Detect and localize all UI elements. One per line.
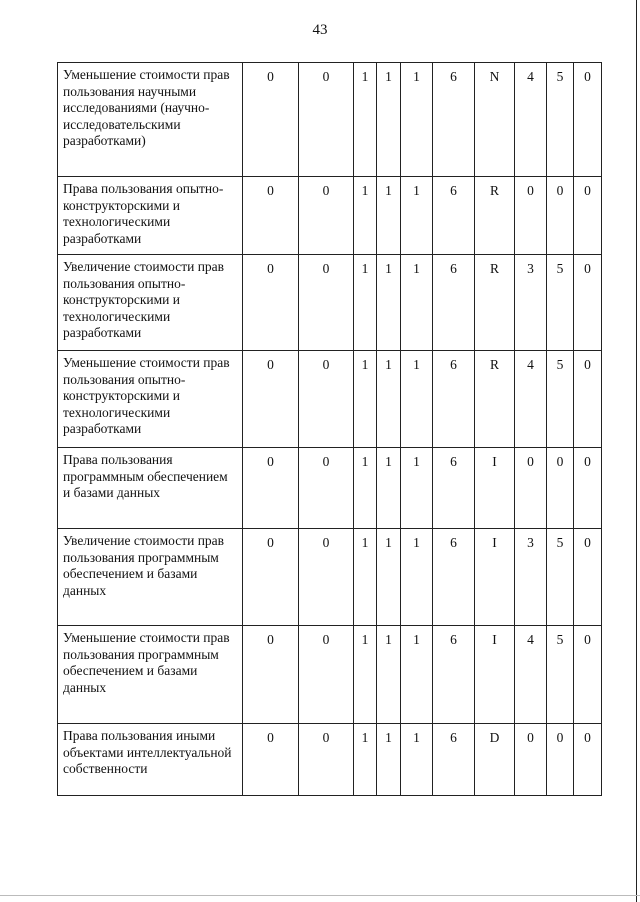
code-digit-cell: R (475, 255, 515, 351)
code-digit-cell: 0 (299, 63, 354, 177)
code-digit-cell: 1 (401, 177, 433, 255)
row-name-cell: Уменьшение стоимости прав пользования научными исследованиями (научно-исследовательскими разработками) (58, 63, 243, 177)
code-digit-cell: 4 (515, 63, 547, 177)
page-number: 43 (312, 22, 328, 38)
table-row (58, 724, 602, 796)
table-row (58, 177, 602, 255)
code-digit-cell: 6 (433, 351, 475, 448)
code-digit-cell: 6 (433, 177, 475, 255)
code-digit-cell: 6 (433, 63, 475, 177)
table-row (58, 63, 602, 177)
code-digit-cell: 0 (574, 529, 602, 626)
row-name-cell: Права пользования иными объектами интеллектуальной собственности (58, 724, 243, 796)
code-digit-cell: 1 (354, 351, 377, 448)
code-digit-cell: 0 (574, 63, 602, 177)
code-digit-cell: 5 (547, 63, 574, 177)
code-digit-cell: 6 (433, 724, 475, 796)
code-digit-cell: 1 (354, 177, 377, 255)
code-digit-cell: I (475, 448, 515, 529)
table-row (58, 529, 602, 626)
code-digit-cell: 6 (433, 626, 475, 724)
code-digit-cell: 1 (377, 529, 401, 626)
code-digit-cell: 0 (574, 626, 602, 724)
code-digit-cell: 3 (515, 255, 547, 351)
code-digit-cell: D (475, 724, 515, 796)
row-name-cell: Права пользования программным обеспечением и базами данных (58, 448, 243, 529)
code-digit-cell: 0 (243, 63, 299, 177)
row-name-cell: Права пользования опытно-конструкторскими и технологическими разработками (58, 177, 243, 255)
code-digit-cell: R (475, 351, 515, 448)
code-digit-cell: 0 (574, 255, 602, 351)
code-digit-cell: 1 (354, 63, 377, 177)
code-digit-cell: 1 (377, 626, 401, 724)
code-digit-cell: 0 (547, 724, 574, 796)
row-name-cell: Увеличение стоимости прав пользования программным обеспечением и базами данных (58, 529, 243, 626)
code-digit-cell: 0 (243, 448, 299, 529)
code-digit-cell: 0 (243, 177, 299, 255)
code-digit-cell: 0 (299, 626, 354, 724)
code-digit-cell: 0 (243, 351, 299, 448)
code-digit-cell: 1 (354, 626, 377, 724)
code-digit-cell: 0 (299, 351, 354, 448)
page-edge-line (636, 0, 637, 902)
code-digit-cell: I (475, 529, 515, 626)
code-digit-cell: 0 (515, 724, 547, 796)
code-digit-cell: 1 (354, 448, 377, 529)
scan-bottom-line (0, 895, 640, 896)
code-digit-cell: 0 (574, 448, 602, 529)
code-digit-cell: 0 (243, 255, 299, 351)
code-digit-cell: 0 (243, 724, 299, 796)
code-digit-cell: 0 (574, 177, 602, 255)
code-digit-cell: 1 (377, 351, 401, 448)
code-digit-cell: 1 (354, 255, 377, 351)
code-digit-cell: 1 (377, 724, 401, 796)
code-digit-cell: 0 (243, 529, 299, 626)
code-digit-cell: 0 (547, 177, 574, 255)
code-digit-cell: 1 (377, 177, 401, 255)
code-digit-cell: 1 (377, 448, 401, 529)
code-digit-cell: 5 (547, 255, 574, 351)
code-digit-cell: 1 (377, 63, 401, 177)
code-digit-cell: 5 (547, 529, 574, 626)
code-digit-cell: 6 (433, 255, 475, 351)
code-digit-cell: 1 (401, 626, 433, 724)
code-digit-cell: 1 (401, 448, 433, 529)
code-digit-cell: 1 (354, 724, 377, 796)
code-digit-cell: 0 (515, 448, 547, 529)
code-digit-cell: 0 (574, 351, 602, 448)
code-digit-cell: 0 (574, 724, 602, 796)
row-name-cell: Увеличение стоимости прав пользования опытно-конструкторскими и технологическими разработками (58, 255, 243, 351)
code-digit-cell: 1 (401, 529, 433, 626)
code-digit-cell: 0 (515, 177, 547, 255)
code-digit-cell: 0 (299, 724, 354, 796)
code-digit-cell: R (475, 177, 515, 255)
table-row (58, 448, 602, 529)
table-row (58, 351, 602, 448)
code-digit-cell: 1 (354, 529, 377, 626)
code-digit-cell: 0 (299, 177, 354, 255)
row-name-cell: Уменьшение стоимости прав пользования опытно-конструкторскими и технологическими разработками (58, 351, 243, 448)
code-digit-cell: I (475, 626, 515, 724)
code-digit-cell: 4 (515, 626, 547, 724)
code-digit-cell: 6 (433, 529, 475, 626)
code-digit-cell: 1 (401, 255, 433, 351)
code-digit-cell: 0 (547, 448, 574, 529)
code-digit-cell: 5 (547, 626, 574, 724)
classification-codes-table (57, 62, 602, 796)
code-digit-cell: 1 (401, 724, 433, 796)
table-row (58, 626, 602, 724)
code-digit-cell: 0 (243, 626, 299, 724)
code-digit-cell: 1 (401, 63, 433, 177)
code-digit-cell: 5 (547, 351, 574, 448)
code-digit-cell: 4 (515, 351, 547, 448)
code-digit-cell: 6 (433, 448, 475, 529)
table-body (58, 63, 602, 796)
table-row (58, 255, 602, 351)
code-digit-cell: 1 (401, 351, 433, 448)
row-name-cell: Уменьшение стоимости прав пользования программным обеспечением и базами данных (58, 626, 243, 724)
code-digit-cell: 0 (299, 255, 354, 351)
code-digit-cell: 0 (299, 529, 354, 626)
code-digit-cell: 1 (377, 255, 401, 351)
code-digit-cell: 3 (515, 529, 547, 626)
code-digit-cell: 0 (299, 448, 354, 529)
code-digit-cell: N (475, 63, 515, 177)
